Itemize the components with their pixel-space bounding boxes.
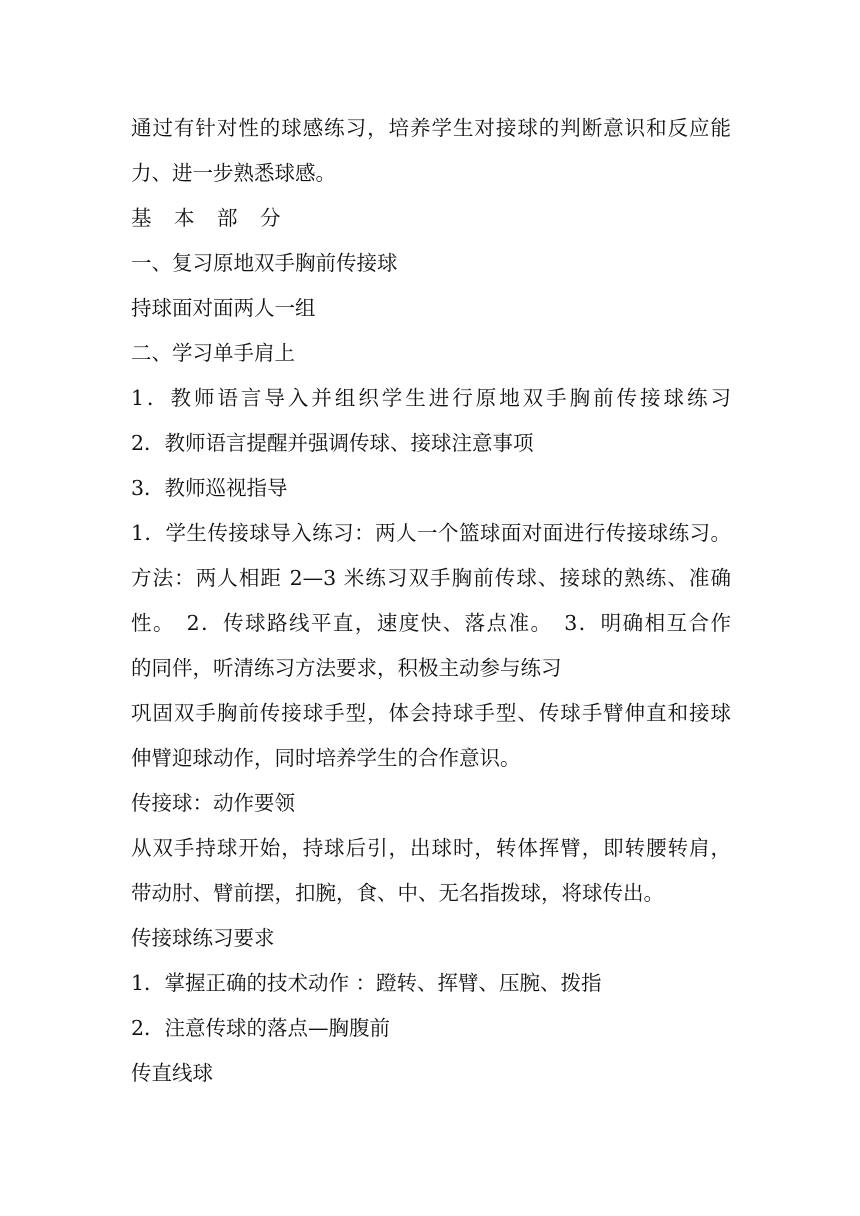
text-line-14: 巩固双手胸前传接球手型，体会持球手型、传球手臂伸直和接球 [131, 701, 731, 725]
text-line-4: 一、复习原地双手胸前传接球 [131, 251, 398, 275]
text-line-9: 3．教师巡视指导 [131, 476, 288, 500]
text-line-19: 传接球练习要求 [131, 926, 275, 950]
text-line-13: 的同伴，听清练习方法要求，积极主动参与练习 [131, 656, 562, 680]
text-line-6: 二、学习单手肩上 [131, 341, 295, 365]
text-line-7: 1．教师语言导入并组织学生进行原地双手胸前传接球练习 [131, 386, 731, 410]
text-line-18: 带动肘、臂前摆，扣腕，食、中、无名指拨球，将球传出。 [131, 881, 664, 905]
text-line-16: 传接球：动作要领 [131, 791, 295, 815]
text-line-17: 从双手持球开始，持球后引，出球时，转体挥臂，即转腰转肩， [131, 836, 731, 860]
text-line-12: 性。 2．传球路线平直，速度快、落点准。 3．明确相互合作 [131, 611, 731, 635]
text-line-20: 1．掌握正确的技术动作 ：蹬转、挥臂、压腕、拨指 [131, 971, 602, 995]
text-line-5: 持球面对面两人一组 [131, 296, 316, 320]
text-line-8: 2．教师语言提醒并强调传球、接球注意事项 [131, 431, 534, 455]
text-line-22: 传直线球 [131, 1061, 213, 1085]
text-line-1: 通过有针对性的球感练习，培养学生对接球的判断意识和反应能 [131, 116, 731, 140]
text-line-10: 1．学生传接球导入练习：两人一个篮球面对面进行传接球练习。 [131, 521, 731, 545]
text-line-21: 2．注意传球的落点—胸腹前 [131, 1016, 391, 1040]
text-line-15: 伸臂迎球动作，同时培养学生的合作意识。 [131, 746, 521, 770]
text-line-11: 方法：两人相距 2—3 米练习双手胸前传球、接球的熟练、准确 [131, 566, 731, 590]
text-line-2: 力、进一步熟悉球感。 [131, 161, 336, 185]
section-heading-basic: 基 本 部 分 [131, 206, 289, 230]
